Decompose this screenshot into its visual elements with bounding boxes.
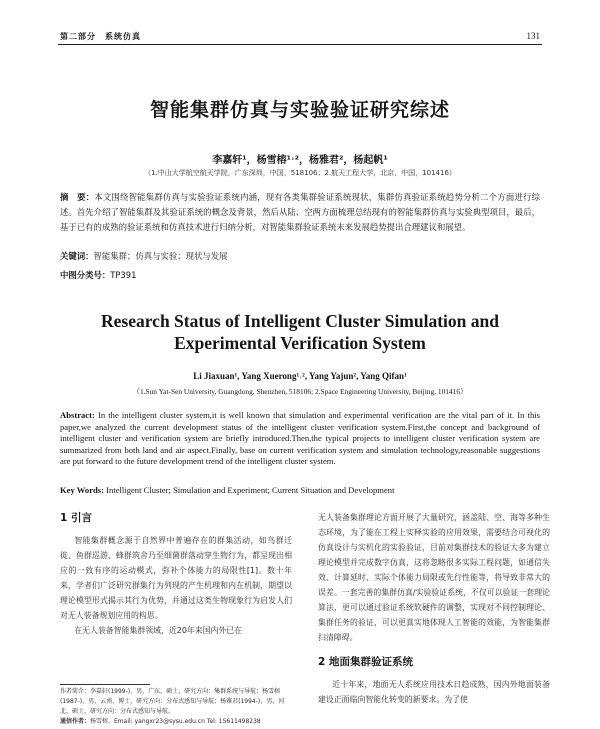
footnote-bio: 作者简介：李嘉轩(1999-)，男，广东，硕士，研究方向：集群系统与导航；杨雪榕(1987-)，男，云南，博士，研究方向：分布式感知与导航；杨雅君(1994-)，男，河北，硕士，研究方向：分布式感知与导航。	[60, 688, 285, 715]
footnote-corresponding	[60, 717, 292, 727]
footnote-corresponding-text: 杨雪榕，Email: yangxr23@sysu.edu.cn Tel: 15611498238	[90, 718, 261, 725]
abstract-chinese-text: 本文围绕智能集群仿真与实验验证系统内涵，现有各类集群验证系统现状，集群仿真验证系统趋势分析二个方面进行综述。首先介绍了智能集群及其验证系统的概念及背景，然后从陆、空两方面梳理总结现有的智能集群仿真与实验典型项目，最后，基于已有的成熟的验证系统和仿真技术进行归纳分析，对智能集群验证系统未来发展趋势提出合理建议和展望。	[60, 192, 541, 232]
keywords-chinese-text: 智能集群；仿真与实验；现状与发展	[93, 251, 228, 261]
body-paragraph: 在无人装备智能集群领域，近20年来国内外已在	[74, 626, 243, 635]
section-heading-ground-system: 2 地面集群验证系统	[318, 656, 413, 668]
title-chinese: 智能集群仿真与实验验证研究综述	[149, 99, 450, 121]
classification-number	[60, 269, 540, 281]
running-header	[58, 30, 542, 45]
footnote-divider	[60, 684, 150, 685]
abstract-chinese	[60, 190, 540, 235]
keywords-english	[60, 485, 540, 495]
body-paragraph: 无人装备集群理论方面开展了大量研究，涵盖陆、空、海等多种生态环境，为了能在工程上实释实验的应用效果，需要结合可视化的仿真设计与实机化的实验验证，目前对集群技术的验证大多为建立理论模型并完成数字仿真，这将忽略很多实际工程问题，如通信失效、计算延时、实际个体能力局限或先行性能等，将导致非常大的误差。一套完善的集群仿真/实验验证系统，不仅可以验证一套理论算法，更可以通过验证系统软硬件的调整，实现对不同控制理论、集群任务的验证，可以更真实地体现人工智能的效能，为智能集群扫清障碍。	[318, 513, 550, 642]
abstract-english-label: Abstract:	[60, 410, 95, 420]
affiliation-chinese: （1.中山大学航空航天学院，广东深圳，中国，518106；2.航天工程大学，北京，中国，101416）	[144, 169, 456, 177]
header-section: 第二部分 系统仿真	[60, 32, 141, 41]
keywords-english-text: Intelligent Cluster; Simulation and Experiment; Current Situation and Development	[104, 485, 395, 495]
section-heading-introduction: 1 引言	[60, 512, 92, 524]
body-paragraph: 近十年来，地面无人系统应用技术日趋成熟，国内外地面装备建设正面临向智能化转变的新要求。为了使	[318, 680, 550, 704]
right-column	[318, 510, 550, 707]
authors-chinese: 李嘉轩¹，杨雪榕¹˒²，杨雅君²，杨起帆¹	[212, 155, 388, 166]
authors-english: Li Jiaxuan¹, Yang Xuerong¹˒², Yang Yajun², Yang Qifan¹	[193, 371, 407, 381]
abstract-chinese-label: 摘 要：	[60, 192, 95, 202]
abstract-english-text: In the intelligent cluster system,it is well known that simulation and experimental verification are the vital part of it. In this paper,we analyzed the current development status of the intelligent cluster verification system.First,the concept and background of intelligent cluster and verification system are briefly introduced.Then,the typical projects to intelligent cluster verification system are summarized from both land and air aspect.Finally, base on current verification system and simulation technology,reasonable suggestions are put forward to the future development trend of the intelligent cluster system.	[60, 410, 540, 466]
title-english: Research Status of Intelligent Cluster Simulation and Experimental Verification System	[101, 311, 499, 353]
page-number: 131	[526, 31, 540, 41]
abstract-english	[60, 410, 540, 468]
classification-text: TP391	[110, 270, 137, 280]
footnote-corresponding-label: 通信作者：	[60, 718, 91, 725]
body-paragraph: 智能集群概念源于自然界中普遍存在的群集活动，如鸟群迁徙、鱼群巡游、蜂群筑舍乃至细菌群落动穿生物行为，都呈现出相应的一致有序的运动模式，弥补个体能力的局限性[1]。数十年来，学者们广泛研究群集行为列现的产生机理和内在机制，期望以理论模型形式揭示其行为优势，并通过这类生物现象行为启发人们对无人装备规划应用的构思。	[60, 536, 292, 620]
classification-label: 中图分类号：	[60, 270, 111, 280]
keywords-chinese-label: 关键词：	[60, 251, 94, 261]
keywords-english-label: Key Words:	[60, 485, 105, 495]
affiliation-english: （1.Sun Yat-Sen University, Guangdong, Shenzhen, 518106; 2.Space Engineering University, Beijing, 101416）	[132, 387, 468, 396]
keywords-chinese	[60, 250, 540, 262]
author-footnote	[60, 687, 292, 727]
left-column	[60, 510, 292, 638]
